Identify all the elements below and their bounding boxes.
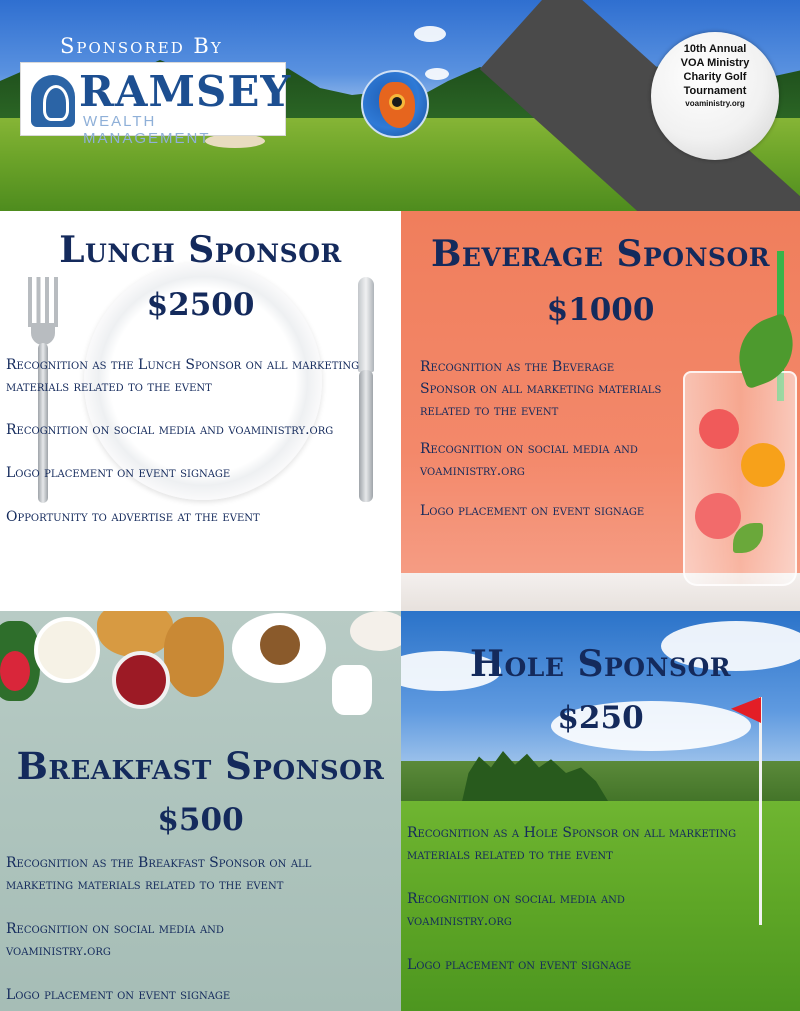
event-tournament-line: Tournament xyxy=(683,85,747,97)
coffee-cup-icon xyxy=(254,619,306,671)
cocktail-glass-image xyxy=(683,371,797,586)
lunch-sponsor-title: Lunch Sponsor xyxy=(59,229,342,271)
beverage-benefit-1: Recognition as the Beverage Sponsor on all marketing materials related to the event xyxy=(420,359,662,419)
cloud-shape xyxy=(425,68,449,80)
jam-jar-image xyxy=(112,651,170,709)
beverage-benefit-3: Logo placement on event signage xyxy=(420,503,645,519)
croissant-image xyxy=(164,617,224,697)
grapefruit-slice xyxy=(695,493,741,539)
hole-sponsor-price: $250 xyxy=(557,700,644,736)
beverage-sponsor-title: Beverage Sponsor xyxy=(430,233,771,275)
hole-benefit-3: Logo placement on event signage xyxy=(407,957,632,973)
beverage-sponsor-panel xyxy=(401,211,800,611)
breakfast-benefit-1: Recognition as the Breakfast Sponsor on all marketing materials related to the event xyxy=(6,855,312,893)
ramsey-logo-subtitle: WEALTH MANAGEMENT xyxy=(83,113,211,147)
hole-benefit-1: Recognition as a Hole Sponsor on all marketing materials related to the event xyxy=(407,825,737,863)
hole-sponsor-panel xyxy=(401,611,800,1011)
cloud-shape xyxy=(414,26,446,42)
breakfast-sponsor-price: $500 xyxy=(157,802,244,838)
eye-icon xyxy=(389,94,405,110)
event-year-line: 10th Annual xyxy=(683,43,747,55)
beverage-benefit-2: Recognition on social media and voaministry.org xyxy=(420,441,638,479)
lunch-benefit-2: Recognition on social media and voaministry.org xyxy=(6,422,334,438)
hole-benefit-2: Recognition on social media and voaministry.org xyxy=(407,891,625,929)
beverage-sponsor-price: $1000 xyxy=(546,292,655,328)
milk-jug-image xyxy=(332,665,372,715)
flower-image xyxy=(350,611,401,651)
strawberry-slice xyxy=(699,409,739,449)
breakfast-benefit-3: Logo placement on event signage xyxy=(6,987,231,1003)
golf-ball-badge xyxy=(651,32,779,160)
lunch-sponsor-price: $2500 xyxy=(146,287,255,323)
orange-slice xyxy=(741,443,785,487)
header-banner xyxy=(0,0,800,211)
breakfast-sponsor-title: Breakfast Sponsor xyxy=(16,744,385,788)
strawberry-image xyxy=(0,651,30,691)
lunch-benefit-3: Logo placement on event signage xyxy=(6,465,231,481)
butter-bowl-image xyxy=(34,617,100,683)
event-type-line: Charity Golf xyxy=(683,71,747,83)
sponsored-by-label: Sponsored By xyxy=(60,34,223,58)
breakfast-benefit-2: Recognition on social media and voaministry.org xyxy=(6,921,224,959)
event-url: voaministry.org xyxy=(685,99,745,108)
hole-sponsor-title: Hole Sponsor xyxy=(470,643,731,685)
ramsey-logo-name: RAMSEY xyxy=(79,67,292,116)
lunch-sponsor-panel xyxy=(0,211,401,611)
tree-line xyxy=(461,751,611,806)
ramsey-emblem-icon xyxy=(31,75,75,127)
ramsey-logo xyxy=(20,62,292,147)
lunch-benefit-1: Recognition as the Lunch Sponsor on all marketing materials related to the event xyxy=(6,357,360,395)
lunch-benefit-4: Opportunity to advertise at the event xyxy=(6,509,260,525)
croissant-image xyxy=(97,611,173,657)
globe-eye-logo xyxy=(361,70,429,138)
breakfast-sponsor-panel xyxy=(0,611,401,1011)
event-org-line: VOA Ministry xyxy=(680,57,750,69)
